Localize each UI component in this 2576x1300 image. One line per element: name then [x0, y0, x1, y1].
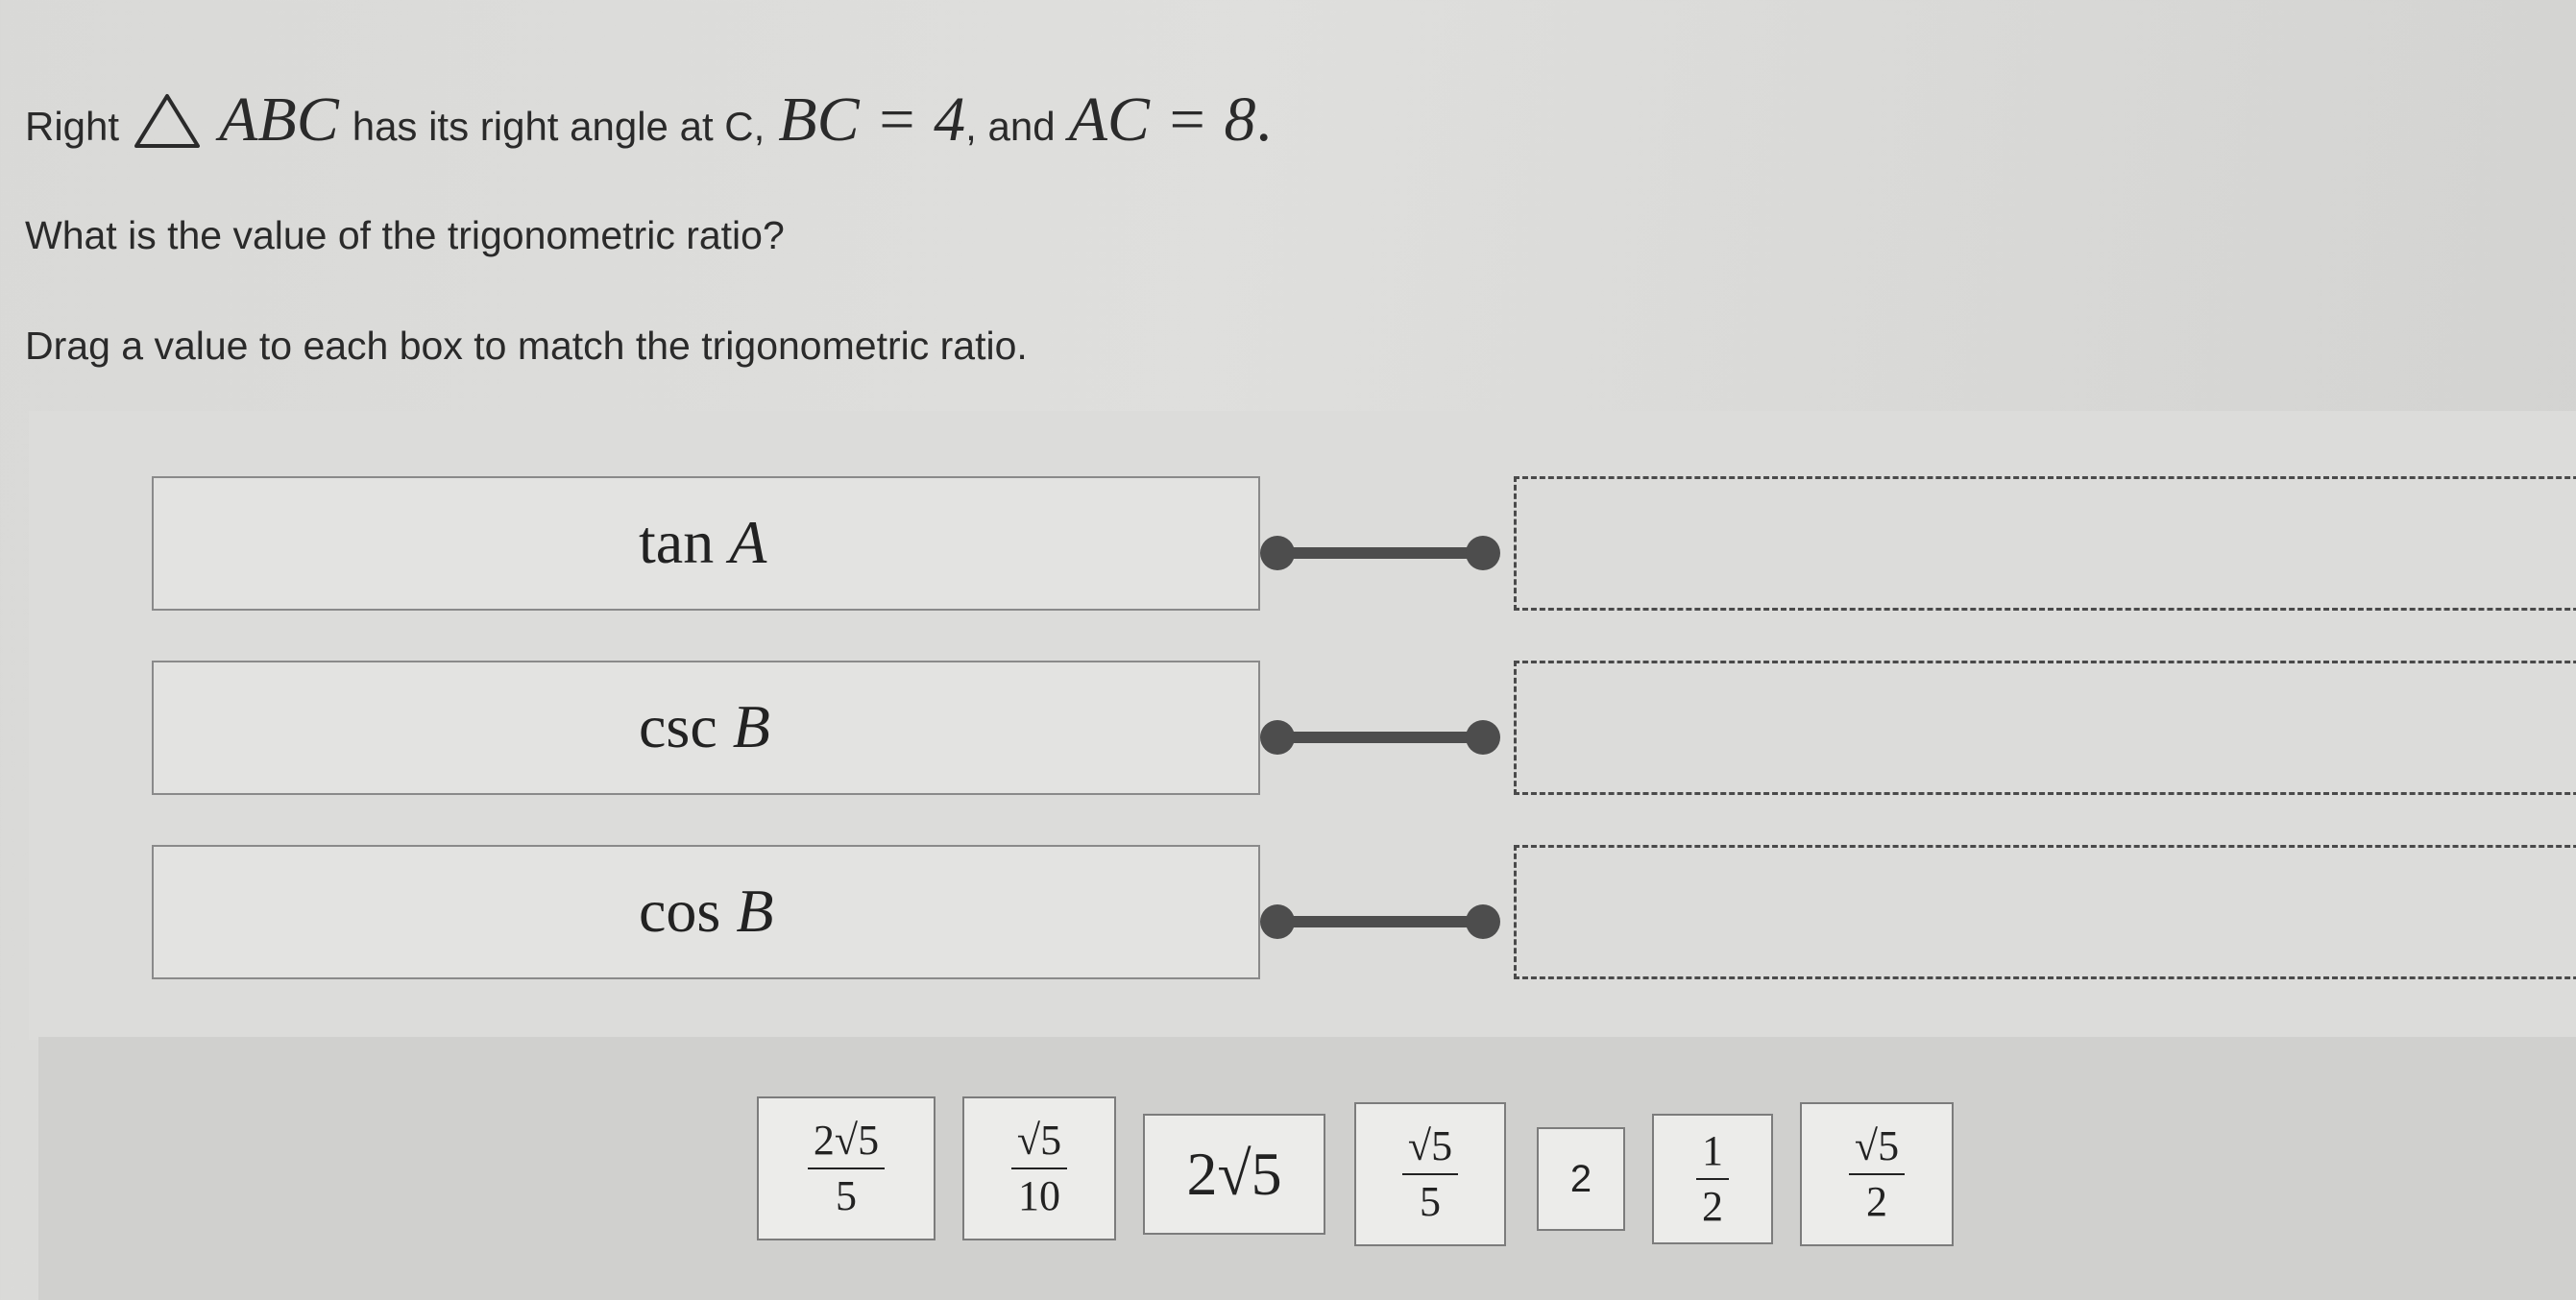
denominator: 2: [1702, 1183, 1723, 1230]
ratio-box-csc-b: [152, 661, 1260, 795]
question-mid-text: has its right angle at C,: [352, 104, 766, 149]
drop-zone-tan-a[interactable]: [1514, 476, 2576, 611]
fraction: [1011, 1119, 1067, 1217]
connector-line: [1260, 898, 1500, 946]
denominator: 5: [836, 1172, 857, 1219]
ratio-box-tan-a: [152, 476, 1260, 611]
tile-sqrt5-over-2[interactable]: [1800, 1102, 1954, 1246]
ac-equation: AC = 8: [1068, 84, 1256, 155]
connector-line: [1260, 529, 1500, 577]
ratio-function: tan: [639, 508, 715, 576]
instructions: Drag a value to each box to match the trigonometric ratio.: [25, 324, 1028, 368]
question-prompt: What is the value of the trigonometric ratio?: [25, 213, 785, 257]
tile-2[interactable]: 2: [1537, 1127, 1625, 1231]
fraction: [1402, 1122, 1458, 1225]
numerator: √5: [1849, 1125, 1905, 1175]
numerator: 2√5: [808, 1119, 885, 1169]
denominator: 5: [1420, 1178, 1441, 1225]
tile-sqrt5-over-10[interactable]: [962, 1096, 1116, 1240]
question-word-right: Right: [25, 104, 120, 149]
ratio-box-cos-b: [152, 845, 1260, 979]
drop-zone-cos-b[interactable]: [1514, 845, 2576, 979]
triangle-icon: [133, 92, 202, 150]
denominator: 10: [1018, 1172, 1060, 1219]
denominator: 2: [1866, 1178, 1887, 1225]
fraction: [808, 1119, 885, 1217]
tile-sqrt5-over-5[interactable]: [1354, 1102, 1506, 1246]
fraction: [1849, 1122, 1905, 1225]
tile-2sqrt5-over-5[interactable]: [757, 1096, 936, 1240]
connector-line: [1260, 713, 1500, 761]
ratio-function: cos: [639, 877, 721, 945]
numerator: √5: [1402, 1125, 1458, 1175]
fraction: [1696, 1127, 1729, 1230]
bc-equation: BC = 4: [778, 84, 966, 155]
ratio-label: [639, 691, 770, 762]
numerator: 1: [1696, 1130, 1729, 1180]
question-statement: [25, 83, 1272, 156]
matching-area: [29, 411, 2576, 1040]
ratio-function: csc: [639, 692, 717, 760]
tile-1-over-2[interactable]: [1652, 1114, 1773, 1244]
ratio-variable: B: [736, 877, 774, 945]
question-period: .: [1255, 84, 1272, 155]
question-and-text: , and: [965, 104, 1056, 149]
triangle-name: ABC: [219, 84, 339, 155]
answer-tray: [38, 1037, 2576, 1300]
ratio-variable: A: [729, 508, 767, 576]
ratio-variable: B: [732, 692, 770, 760]
numerator: √5: [1011, 1119, 1067, 1169]
tile-2sqrt5[interactable]: 2√5: [1143, 1114, 1325, 1235]
ratio-label: [639, 507, 766, 578]
ratio-label: [639, 876, 773, 947]
drop-zone-csc-b[interactable]: [1514, 661, 2576, 795]
